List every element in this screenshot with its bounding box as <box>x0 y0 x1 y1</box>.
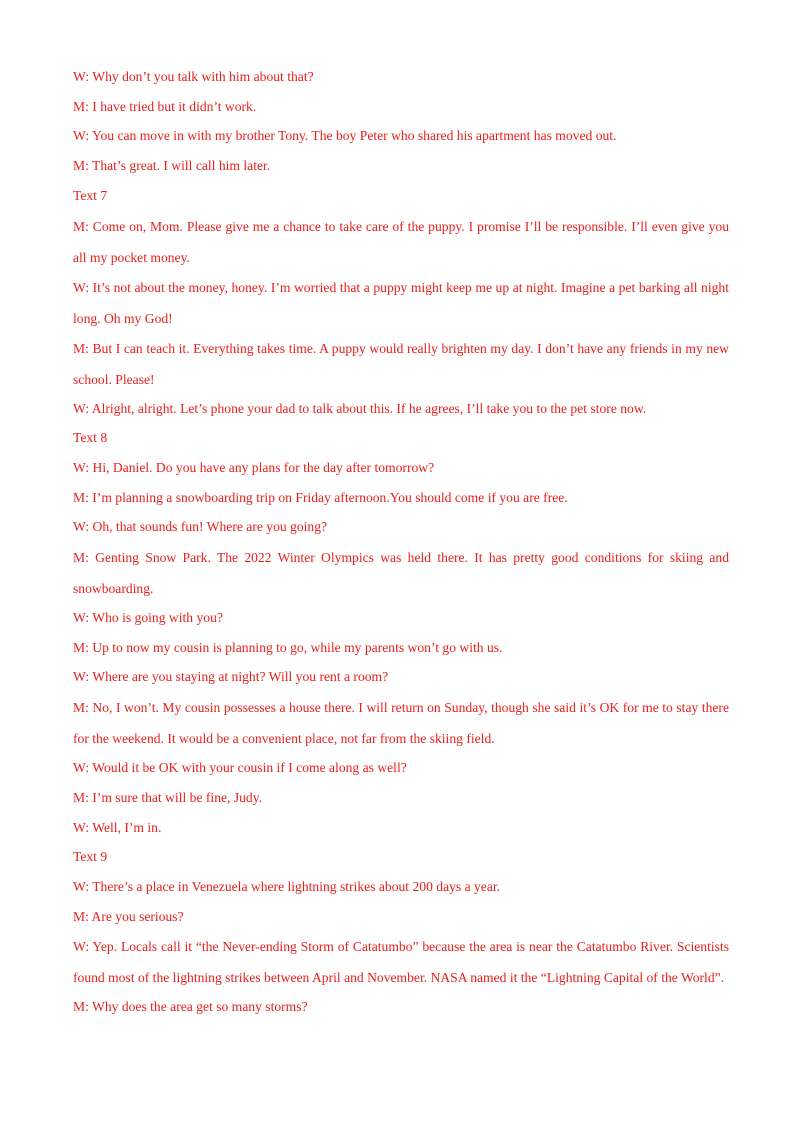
dialogue-line: M: That’s great. I will call him later. <box>73 158 271 174</box>
dialogue-line: M: Are you serious? <box>73 908 184 924</box>
dialogue-line: W: Where are you staying at night? Will you rent a room? <box>73 669 389 685</box>
dialogue-line: W: Would it be OK with your cousin if I come along as well? <box>73 760 407 776</box>
dialogue-line: W: Alright, alright. Let’s phone your dad to talk about this. If he agrees, I’ll take you to the pet store now. <box>73 400 647 416</box>
dialogue-line: M: But I can teach it. Everything takes time. A puppy would really brighten my day. I don’t have any friends in my new school. Please! <box>73 340 729 387</box>
dialogue-line: W: Well, I’m in. <box>73 819 162 835</box>
dialogue-line: W: Hi, Daniel. Do you have any plans for the day after tomorrow? <box>73 459 435 475</box>
dialogue-line: W: Why don’t you talk with him about that? <box>73 69 314 84</box>
dialogue-line: M: I have tried but it didn’t work. <box>73 98 257 114</box>
section-heading: Text 8 <box>73 430 108 446</box>
dialogue-line: M: Genting Snow Park. The 2022 Winter Olympics was held there. It has pretty good conditions for skiing and snowboarding. <box>73 550 729 597</box>
dialogue-line: M: I’m sure that will be fine, Judy. <box>73 789 263 805</box>
dialogue-line: W: You can move in with my brother Tony. The boy Peter who shared his apartment has moved out. <box>73 128 617 144</box>
transcript-page <box>73 62 729 1022</box>
dialogue-line: M: No, I won’t. My cousin possesses a house there. I will return on Sunday, though she said it’s OK for me to stay there for the weekend. It would be a convenient place, not far from the skiing field. <box>73 700 729 747</box>
dialogue-line: M: Why does the area get so many storms? <box>73 999 308 1015</box>
dialogue-line: W: There’s a place in Venezuela where lightning strikes about 200 days a year. <box>73 878 501 894</box>
section-heading: Text 7 <box>73 187 108 203</box>
dialogue-line: W: Who is going with you? <box>73 610 223 626</box>
dialogue-line: M: I’m planning a snowboarding trip on Friday afternoon.You should come if you are free. <box>73 489 568 505</box>
dialogue-line: M: Come on, Mom. Please give me a chance to take care of the puppy. I promise I’ll be responsible. I’ll even give you all my pocket money. <box>73 218 729 265</box>
section-heading: Text 9 <box>73 849 108 865</box>
dialogue-line: W: It’s not about the money, honey. I’m worried that a puppy might keep me up at night. Imagine a pet barking all night long. Oh my God! <box>73 279 729 326</box>
dialogue-line: M: Up to now my cousin is planning to go, while my parents won’t go with us. <box>73 639 503 655</box>
dialogue-line: W: Oh, that sounds fun! Where are you going? <box>73 519 328 535</box>
dialogue-line: W: Yep. Locals call it “the Never-ending Storm of Catatumbo” because the area is near the Catatumbo River. Scientists found most of the lightning strikes between April and November. NASA named it the “Lightning Capital of the World”. <box>73 939 729 986</box>
